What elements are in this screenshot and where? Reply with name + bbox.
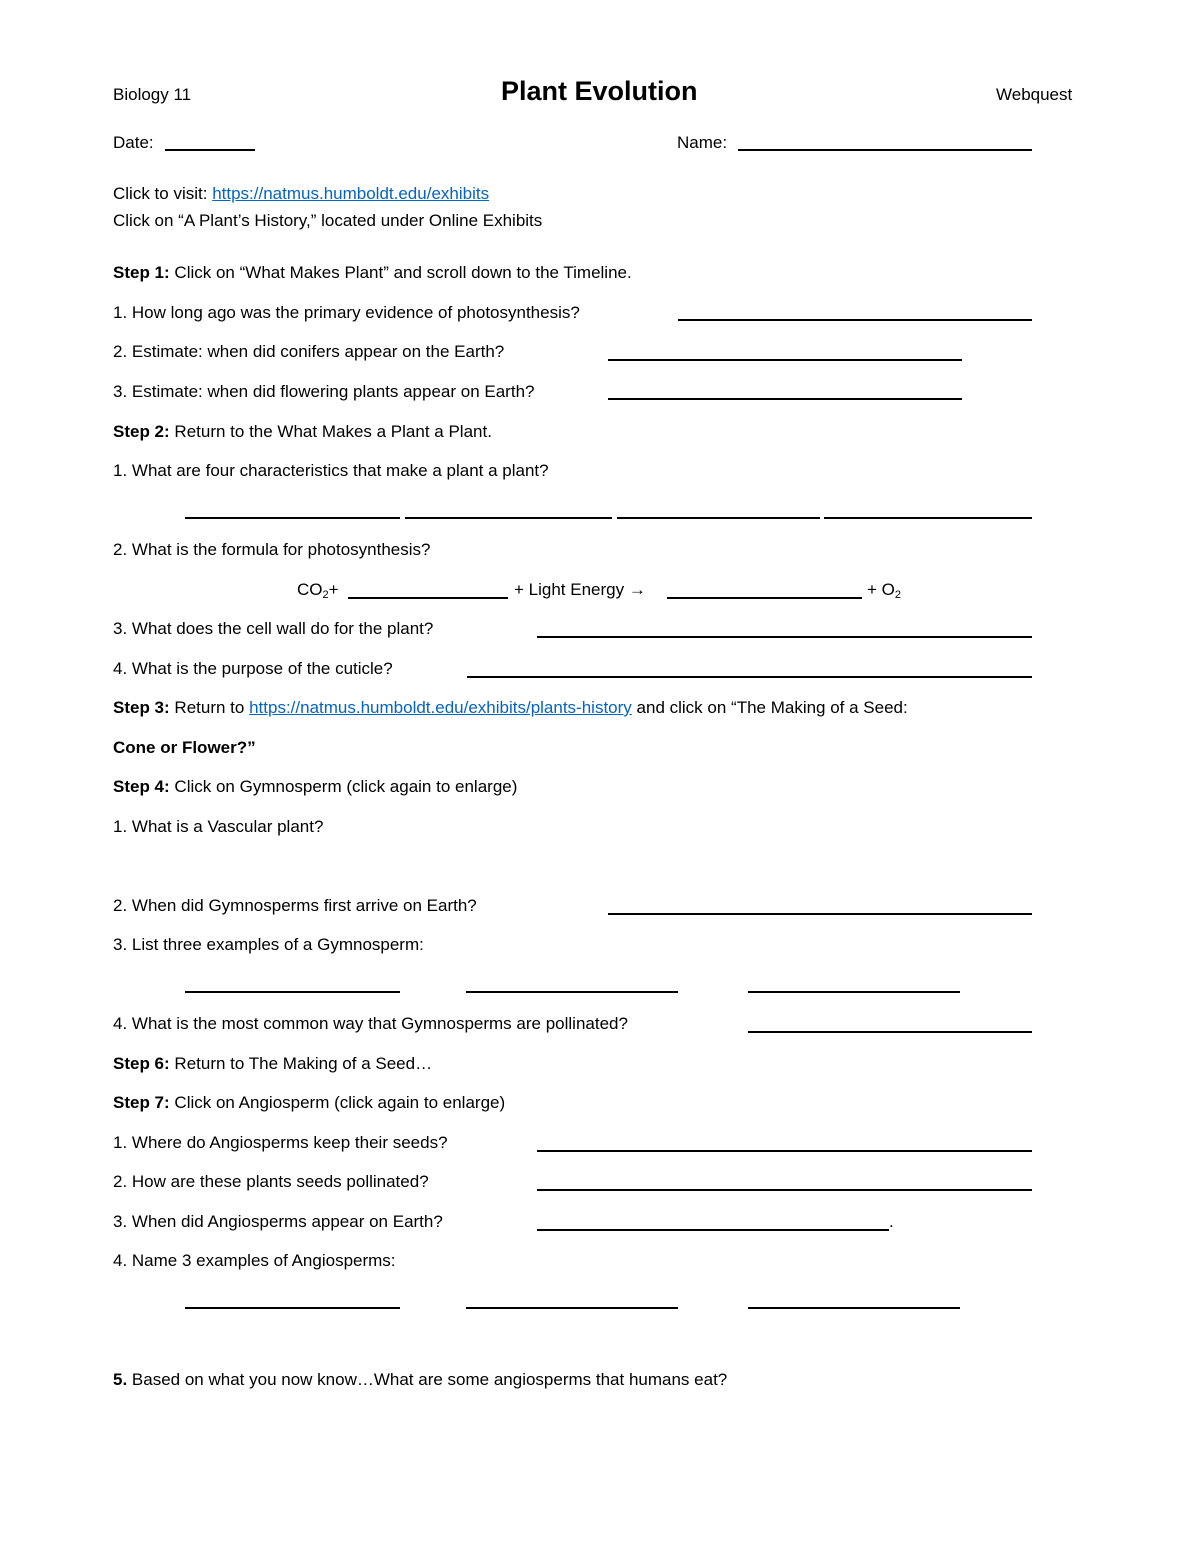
step2-q3: 3. What does the cell wall do for the plant?	[113, 619, 434, 638]
gymnosperm-example-line-2[interactable]	[466, 991, 678, 993]
formula-product-blank[interactable]	[667, 597, 862, 599]
step1-heading	[113, 263, 632, 283]
characteristic-line-2[interactable]	[405, 517, 612, 519]
formula-light-energy: + Light Energy →	[514, 580, 646, 599]
date-label: Date:	[113, 133, 154, 152]
step4-q3: 3. List three examples of a Gymnosperm:	[113, 935, 424, 954]
step4-q4-answer-line[interactable]	[748, 1031, 1032, 1033]
name-field[interactable]	[738, 149, 1032, 151]
course-label: Biology 11	[113, 85, 192, 104]
characteristic-line-4[interactable]	[824, 517, 1032, 519]
step2-label: Step 2:	[113, 422, 170, 441]
step3-text-before: Return to	[174, 698, 245, 717]
step2-q1: 1. What are four characteristics that make a plant a plant?	[113, 461, 549, 480]
formula-reactant-blank[interactable]	[348, 597, 508, 599]
step3-line2: Cone or Flower?”	[113, 738, 256, 757]
step2-q4-answer-line[interactable]	[467, 676, 1032, 678]
angiosperm-example-line-3[interactable]	[748, 1307, 960, 1309]
step7-q3-answer-line[interactable]	[537, 1229, 889, 1231]
characteristic-line-3[interactable]	[617, 517, 820, 519]
step6-text: Return to The Making of a Seed…	[174, 1054, 433, 1073]
step1-q1: 1. How long ago was the primary evidence of photosynthesis?	[113, 303, 580, 322]
step7-text: Click on Angiosperm (click again to enlarge)	[174, 1093, 506, 1112]
step2-q4: 4. What is the purpose of the cuticle?	[113, 659, 393, 678]
angiosperm-example-line-1[interactable]	[185, 1307, 400, 1309]
step1-label: Step 1:	[113, 263, 170, 282]
step7-q1: 1. Where do Angiosperms keep their seeds?	[113, 1133, 448, 1152]
step6-label: Step 6:	[113, 1054, 170, 1073]
step7-heading	[113, 1093, 505, 1113]
name-label: Name:	[677, 133, 728, 152]
visit-label: Click to visit:	[113, 184, 208, 203]
step4-q1: 1. What is a Vascular plant?	[113, 817, 324, 836]
step1-text: Click on “What Makes Plant” and scroll down to the Timeline.	[174, 263, 632, 282]
step4-q2: 2. When did Gymnosperms first arrive on Earth?	[113, 896, 477, 915]
visit-line	[113, 184, 489, 204]
gymnosperm-example-line-1[interactable]	[185, 991, 400, 993]
step3-text-after: and click on “The Making of a Seed:	[636, 698, 908, 717]
step7-q5	[113, 1370, 727, 1390]
date-field[interactable]	[165, 149, 255, 151]
step7-q2-answer-line[interactable]	[537, 1189, 1032, 1191]
step4-q2-answer-line[interactable]	[608, 913, 1032, 915]
step1-q2-answer-line[interactable]	[608, 359, 962, 361]
step4-label: Step 4:	[113, 777, 170, 796]
step1-q1-answer-line[interactable]	[678, 319, 1032, 321]
page-title: Plant Evolution	[501, 76, 698, 106]
document-type: Webquest	[996, 85, 1073, 104]
step7-q2: 2. How are these plants seeds pollinated?	[113, 1172, 429, 1191]
formula-o2: + $O_2$	[867, 580, 901, 601]
step4-q4: 4. What is the most common way that Gymnosperms are pollinated?	[113, 1014, 628, 1033]
step2-text: Return to the What Makes a Plant a Plant.	[174, 422, 492, 441]
step2-q2: 2. What is the formula for photosynthesis?	[113, 540, 431, 559]
step2-heading	[113, 422, 492, 442]
exhibits-link[interactable]: https://natmus.humboldt.edu/exhibits	[212, 184, 490, 203]
step1-q3: 3. Estimate: when did flowering plants appear on Earth?	[113, 382, 535, 401]
step3-label: Step 3:	[113, 698, 170, 717]
step2-q3-answer-line[interactable]	[537, 636, 1032, 638]
step7-q3-period: .	[889, 1212, 894, 1231]
step7-q3: 3. When did Angiosperms appear on Earth?	[113, 1212, 443, 1231]
step4-heading	[113, 777, 517, 797]
step1-q3-answer-line[interactable]	[608, 398, 962, 400]
angiosperm-example-line-2[interactable]	[466, 1307, 678, 1309]
gymnosperm-example-line-3[interactable]	[748, 991, 960, 993]
step7-q5-text: Based on what you now know…What are some angiosperms that humans eat?	[131, 1370, 728, 1389]
step3-heading	[113, 698, 908, 718]
step4-text: Click on Gymnosperm (click again to enlarge)	[174, 777, 518, 796]
step7-q5-number: 5.	[113, 1370, 128, 1389]
step7-q4: 4. Name 3 examples of Angiosperms:	[113, 1251, 396, 1270]
step7-q1-answer-line[interactable]	[537, 1150, 1032, 1152]
step6-heading	[113, 1054, 432, 1074]
step1-q2: 2. Estimate: when did conifers appear on the Earth?	[113, 342, 505, 361]
formula-co2: $CO_2+$	[297, 580, 339, 601]
intro-instruction: Click on “A Plant’s History,” located under Online Exhibits	[113, 211, 543, 230]
step7-label: Step 7:	[113, 1093, 170, 1112]
characteristic-line-1[interactable]	[185, 517, 400, 519]
plants-history-link[interactable]: https://natmus.humboldt.edu/exhibits/plants-history	[249, 698, 632, 717]
